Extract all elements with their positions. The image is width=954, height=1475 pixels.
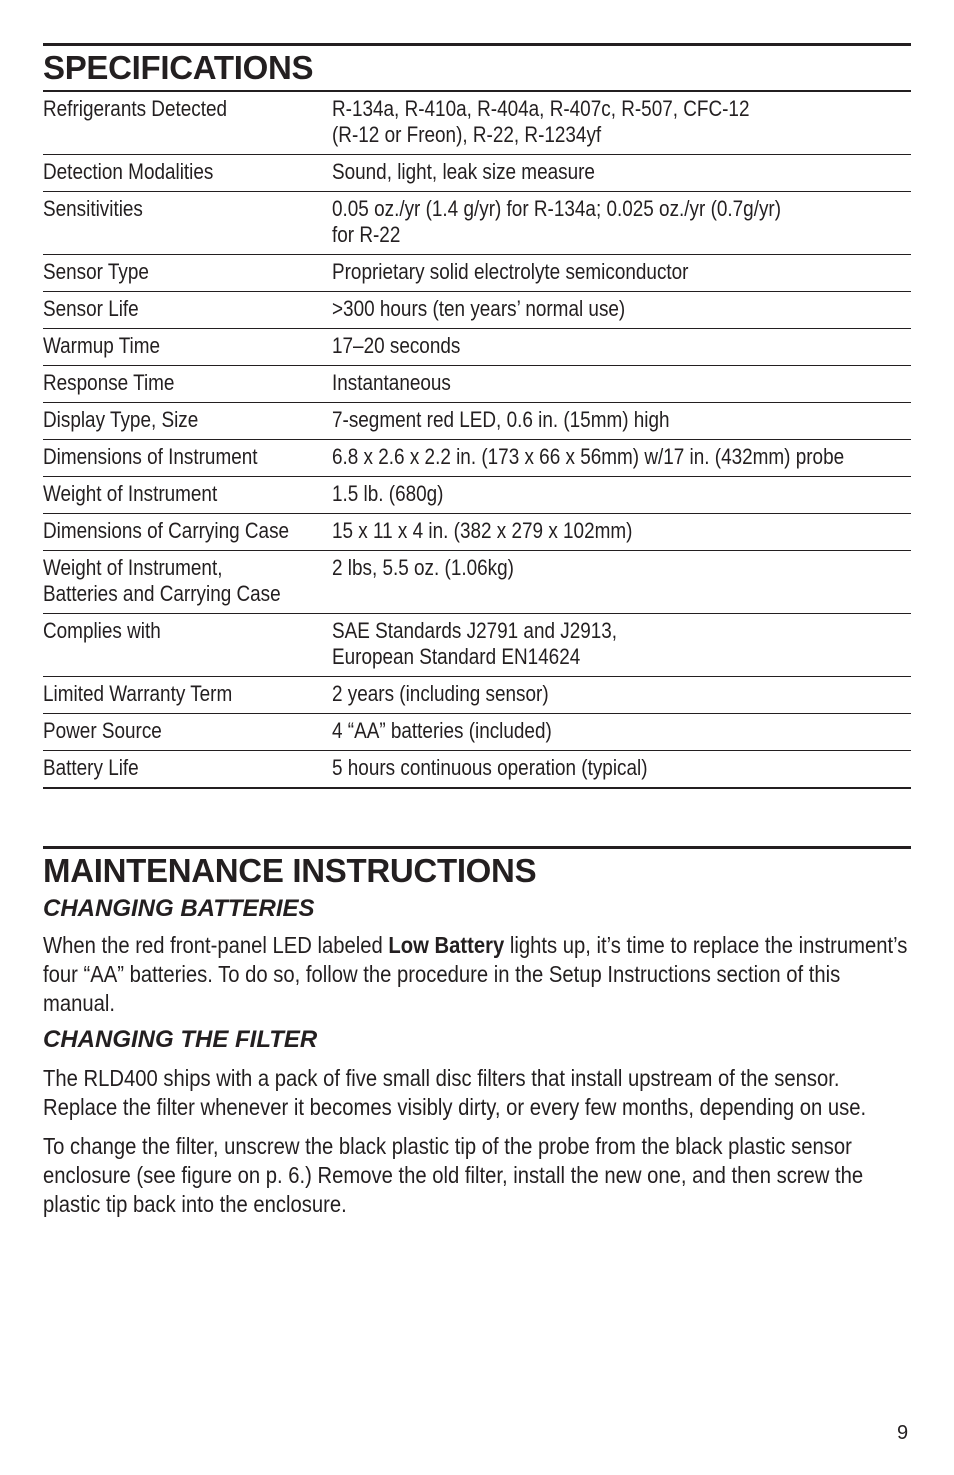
- spec-label: Dimensions of Carrying Case: [43, 518, 290, 543]
- spec-row: [43, 514, 911, 551]
- spec-value-cell: [332, 677, 911, 714]
- filter-paragraph-1-text: The RLD400 ships with a pack of five small disc filters that install upstream of the sensor. Replace the filter whenever it becomes visibly dirty, or every few months, depending on use.: [43, 1065, 867, 1120]
- spec-value: SAE Standards J2791 and J2913, European Standard EN14624: [332, 618, 618, 669]
- spec-label: Power Source: [43, 718, 162, 743]
- spec-label-cell: [43, 329, 332, 366]
- spec-label: Sensor Type: [43, 259, 149, 284]
- batteries-text-before: When the red front-panel LED labeled: [43, 932, 389, 958]
- spec-label: Limited Warranty Term: [43, 681, 233, 706]
- spec-value: 1.5 lb. (680g): [332, 481, 444, 506]
- spec-row: [43, 155, 911, 192]
- filter-paragraph-2: [43, 1132, 911, 1219]
- spec-label: Weight of Instrument, Batteries and Carrying Case: [43, 555, 281, 606]
- spec-value-cell: [332, 514, 911, 551]
- spec-row: [43, 292, 911, 329]
- spec-value: Sound, light, leak size measure: [332, 159, 595, 184]
- changing-batteries-subheading: CHANGING BATTERIES: [43, 895, 315, 922]
- batteries-paragraph: [43, 931, 911, 1018]
- spec-label-cell: [43, 677, 332, 714]
- spec-value: 0.05 oz./yr (1.4 g/yr) for R-134a; 0.025 oz./yr (0.7g/yr) for R-22: [332, 196, 782, 247]
- spec-row: [43, 677, 911, 714]
- spec-value-cell: [332, 751, 911, 789]
- spec-value: 5 hours continuous operation (typical): [332, 755, 648, 780]
- spec-value-cell: [332, 91, 911, 155]
- spec-label: Sensor Life: [43, 296, 139, 321]
- spec-label-cell: [43, 440, 332, 477]
- spec-value-cell: [332, 255, 911, 292]
- spec-row: [43, 403, 911, 440]
- low-battery-term: Low Battery: [388, 932, 505, 958]
- spec-value-cell: [332, 292, 911, 329]
- spec-label-cell: [43, 751, 332, 789]
- spec-label: Complies with: [43, 618, 161, 643]
- spec-value-cell: [332, 329, 911, 366]
- spec-value-cell: [332, 155, 911, 192]
- spec-label: Sensitivities: [43, 196, 143, 221]
- spec-value: 2 lbs, 5.5 oz. (1.06kg): [332, 555, 514, 580]
- spec-label: Response Time: [43, 370, 175, 395]
- specifications-heading: SPECIFICATIONS: [43, 49, 314, 86]
- spec-value-cell: [332, 551, 911, 614]
- filter-paragraph-1: [43, 1064, 911, 1122]
- spec-value: 15 x 11 x 4 in. (382 x 279 x 102mm): [332, 518, 633, 543]
- spec-label: Weight of Instrument: [43, 481, 218, 506]
- spec-row: [43, 477, 911, 514]
- spec-value: 7-segment red LED, 0.6 in. (15mm) high: [332, 407, 670, 432]
- spec-row: [43, 91, 911, 155]
- spec-label: Display Type, Size: [43, 407, 199, 432]
- spec-row: [43, 714, 911, 751]
- spec-row: [43, 751, 911, 789]
- spec-value-cell: [332, 614, 911, 677]
- spec-label-cell: [43, 551, 332, 614]
- spec-label-cell: [43, 614, 332, 677]
- filter-paragraph-2-text: To change the filter, unscrew the black plastic tip of the probe from the black plastic sensor enclosure (see figure on p. 6.) Remove the old filter, install the new one, and then screw the plastic tip back into the enclosure.: [43, 1133, 864, 1217]
- spec-row: [43, 551, 911, 614]
- maintenance-heading: MAINTENANCE INSTRUCTIONS: [43, 852, 537, 889]
- spec-value-cell: [332, 440, 911, 477]
- spec-label-cell: [43, 155, 332, 192]
- spec-value: 2 years (including sensor): [332, 681, 549, 706]
- page-number: 9: [897, 1422, 909, 1444]
- spec-value-cell: [332, 366, 911, 403]
- changing-filter-subheading: CHANGING THE FILTER: [43, 1026, 318, 1053]
- spec-label: Detection Modalities: [43, 159, 214, 184]
- spec-label: Dimensions of Instrument: [43, 444, 258, 469]
- spec-value: 6.8 x 2.6 x 2.2 in. (173 x 66 x 56mm) w/17 in. (432mm) probe: [332, 444, 845, 469]
- spec-label-cell: [43, 366, 332, 403]
- spec-value: R-134a, R-410a, R-404a, R-407c, R-507, CFC-12 (R-12 or Freon), R-22, R-1234yf: [332, 96, 750, 147]
- spec-row: [43, 192, 911, 255]
- spec-label-cell: [43, 192, 332, 255]
- spec-value: >300 hours (ten years’ normal use): [332, 296, 626, 321]
- specifications-table: [43, 90, 911, 789]
- spec-label: Warmup Time: [43, 333, 161, 358]
- spec-value: Proprietary solid electrolyte semiconductor: [332, 259, 689, 284]
- spec-label-cell: [43, 477, 332, 514]
- spec-row: [43, 366, 911, 403]
- spec-value: 17–20 seconds: [332, 333, 461, 358]
- batteries-text-after: lights up, it’s time to replace the instrument’s four “AA” batteries. To do so, follow the procedure in the Setup Instructions section of this manual.: [43, 932, 908, 1016]
- maintenance-section: [43, 846, 911, 1219]
- spec-value: Instantaneous: [332, 370, 451, 395]
- spec-value-cell: [332, 714, 911, 751]
- spec-label-cell: [43, 403, 332, 440]
- spec-row: [43, 329, 911, 366]
- spec-label: Battery Life: [43, 755, 139, 780]
- spec-label: Refrigerants Detected: [43, 96, 228, 121]
- spec-label-cell: [43, 91, 332, 155]
- spec-value: 4 “AA” batteries (included): [332, 718, 552, 743]
- spec-row: [43, 614, 911, 677]
- spec-value-cell: [332, 403, 911, 440]
- spec-value-cell: [332, 192, 911, 255]
- spec-value-cell: [332, 477, 911, 514]
- spec-row: [43, 440, 911, 477]
- specifications-section: [43, 43, 911, 789]
- spec-label-cell: [43, 255, 332, 292]
- spec-label-cell: [43, 514, 332, 551]
- spec-label-cell: [43, 714, 332, 751]
- spec-row: [43, 255, 911, 292]
- spec-label-cell: [43, 292, 332, 329]
